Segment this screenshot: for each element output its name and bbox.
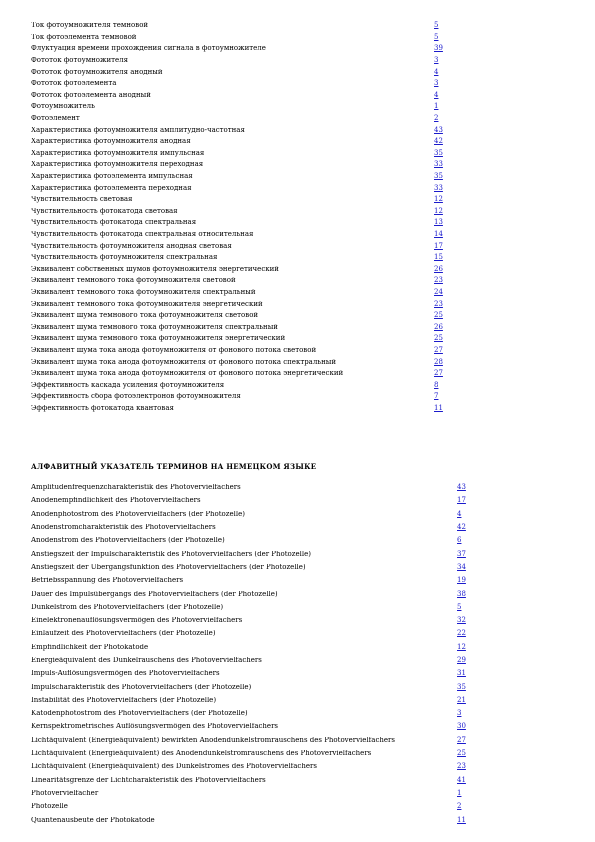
page-number-link[interactable]: 15 — [434, 253, 443, 262]
index-row — [31, 240, 451, 252]
index-term: Фотоумножитель — [31, 103, 95, 111]
index-term: Anodenphotostrom des Photovervielfachers (der Photozelle) — [31, 510, 245, 518]
index-row — [31, 217, 451, 229]
page-number-link[interactable]: 11 — [457, 815, 466, 824]
index-row — [31, 521, 471, 534]
index-term: Эффективность сбора фотоэлектронов фотоумножителя — [31, 393, 241, 401]
index-term: Anodenstrom des Photovervielfachers (der Photozelle) — [31, 537, 225, 545]
index-row — [31, 182, 451, 194]
page-number-link[interactable]: 31 — [457, 669, 466, 678]
index-term: Dunkelstrom des Photovervielfachers (der Photozelle) — [31, 603, 224, 611]
page-number-link[interactable]: 43 — [457, 483, 466, 492]
index-term: Фототок фотоэлемента — [31, 80, 117, 88]
index-term: Impuls-Auflösungsvermögen des Photovervielfachers — [31, 670, 220, 678]
page-number-link[interactable]: 27 — [434, 369, 443, 378]
index-row — [31, 707, 471, 720]
index-term: Эквивалент темнового тока фотоумножителя энергетический — [31, 300, 263, 308]
index-term: Kernspektrometrisches Auflösungsvermögen des Photovervielfachers — [31, 723, 279, 731]
index-term: Anodenempfindlichkeit des Photovervielfachers — [31, 497, 201, 505]
page-number-link[interactable]: 13 — [434, 218, 443, 227]
page-number-link[interactable]: 27 — [457, 735, 466, 744]
page-number-link[interactable]: 38 — [457, 589, 466, 598]
index-term: Чувствительность фотокатода спектральная — [31, 219, 197, 227]
page-number-link[interactable]: 22 — [457, 629, 466, 638]
index-row — [31, 694, 471, 707]
german-term-index — [31, 481, 471, 827]
index-row — [31, 747, 471, 760]
index-term: Эффективность фотокатода квантовая — [31, 404, 174, 412]
index-term: Эквивалент темнового тока фотоумножителя спектральный — [31, 288, 256, 296]
page-number-link[interactable]: 42 — [434, 137, 443, 146]
index-term: Чувствительность фотокатода спектральная относительная — [31, 230, 254, 238]
page-number-link[interactable]: 23 — [457, 762, 466, 771]
page-number-link[interactable]: 17 — [457, 496, 466, 505]
index-row — [31, 800, 471, 813]
page-number-link[interactable]: 23 — [434, 276, 443, 285]
index-row — [31, 654, 471, 667]
index-term: Anodenstromcharakteristik des Photovervielfachers — [31, 524, 216, 532]
index-row — [31, 508, 471, 521]
page-number-link[interactable]: 17 — [434, 241, 443, 250]
page-number-link[interactable]: 19 — [457, 576, 466, 585]
index-term: Empfindlichkeit der Photokatode — [31, 643, 149, 651]
index-row — [31, 368, 451, 380]
index-row — [31, 356, 451, 368]
index-row — [31, 391, 451, 403]
index-term: Amplitudenfrequenzcharakteristik des Photovervielfachers — [31, 484, 241, 492]
index-term: Флуктуация времени прохождения сигнала в фотоумножителе — [31, 45, 266, 53]
page-number-link[interactable]: 1 — [457, 788, 462, 797]
index-row — [31, 171, 451, 183]
index-term: Quantenausbeute der Photokatode — [31, 816, 155, 824]
page-number-link[interactable]: 5 — [434, 32, 439, 41]
index-row — [31, 601, 471, 614]
index-term: Чувствительность фотокатода световая — [31, 207, 178, 215]
index-term: Характеристика фотоумножителя переходная — [31, 161, 204, 169]
index-row — [31, 774, 471, 787]
index-row — [31, 547, 471, 560]
index-row — [31, 641, 471, 654]
index-row — [31, 148, 451, 160]
index-term: Эквивалент темнового тока фотоумножителя световой — [31, 277, 236, 285]
page-number-link[interactable]: 1 — [434, 102, 439, 111]
index-row — [31, 275, 451, 287]
index-row — [31, 680, 471, 693]
index-row — [31, 252, 451, 264]
page-number-link[interactable]: 7 — [434, 392, 439, 401]
index-row — [31, 734, 471, 747]
index-row — [31, 159, 451, 171]
index-term: Эквивалент собственных шумов фотоумножителя энергетический — [31, 265, 279, 273]
index-term: Dauer des Impulsübergangs des Photovervielfachers (der Photozelle) — [31, 590, 278, 598]
index-row — [31, 136, 451, 148]
german-index-heading: АЛФАВИТНЫЙ УКАЗАТЕЛЬ ТЕРМИНОВ НА НЕМЕЦКОМ ЯЗЫКЕ — [31, 462, 317, 471]
index-term: Характеристика фотоумножителя импульсная — [31, 149, 205, 157]
index-row — [31, 760, 471, 773]
page-number-link[interactable]: 32 — [457, 616, 466, 625]
index-term: Эквивалент шума тока анода фотоумножителя от фонового потока световой — [31, 346, 317, 354]
page-number-link[interactable]: 33 — [434, 183, 443, 192]
index-term: Lichtäquivalent (Energieäquivalent) bewirkten Anodendunkelstromrauschens des Photovervielfachers — [31, 736, 395, 744]
page-number-link[interactable]: 37 — [457, 549, 466, 558]
index-row — [31, 78, 451, 90]
page-number-link[interactable]: 34 — [457, 562, 466, 571]
page-number-link[interactable]: 11 — [434, 403, 443, 412]
page-number-link[interactable]: 23 — [434, 299, 443, 308]
page-number-link[interactable]: 39 — [434, 44, 443, 53]
index-term: Betriebsspannung des Photovervielfachers — [31, 577, 184, 585]
index-row — [31, 481, 471, 494]
page-number-link[interactable]: 14 — [434, 229, 443, 238]
page-number-link[interactable]: 24 — [434, 287, 443, 296]
page-number-link[interactable]: 25 — [434, 334, 443, 343]
index-row — [31, 667, 471, 680]
index-row — [31, 101, 451, 113]
index-term: Эквивалент шума темнового тока фотоумножителя световой — [31, 312, 259, 320]
index-row — [31, 20, 451, 32]
page-number-link[interactable]: 25 — [434, 311, 443, 320]
index-row — [31, 587, 471, 600]
index-row — [31, 720, 471, 733]
page-number-link[interactable]: 6 — [457, 536, 462, 545]
index-row — [31, 66, 451, 78]
index-term: Чувствительность фотоумножителя анодная световая — [31, 242, 232, 250]
index-row — [31, 124, 451, 136]
page-number-link[interactable]: 26 — [434, 264, 443, 273]
index-term: Energieäquivalent des Dunkelrauschens des Photovervielfachers — [31, 657, 262, 664]
index-term: Характеристика фотоэлемента переходная — [31, 184, 192, 192]
index-row — [31, 310, 451, 322]
page-number-link[interactable]: 3 — [434, 79, 439, 88]
index-row — [31, 403, 451, 415]
index-term: Чувствительность световая — [31, 196, 133, 204]
page-number-link[interactable]: 4 — [434, 90, 439, 99]
page-number-link[interactable]: 4 — [434, 67, 439, 76]
index-row — [31, 229, 451, 241]
page-number-link[interactable]: 35 — [457, 682, 466, 691]
index-row — [31, 813, 471, 826]
index-row — [31, 263, 451, 275]
index-row — [31, 321, 451, 333]
index-row — [31, 287, 451, 299]
index-term: Lichtäquivalent (Energieäquivalent) des Anodendunkelstromrauschens des Photovervielfachers — [31, 750, 372, 758]
index-term: Эффективность каскада усиления фотоумножителя — [31, 381, 225, 389]
index-term: Фототок фотоумножителя анодный — [31, 68, 163, 76]
index-term: Эквивалент шума тока анода фотоумножителя от фонового потока энергетический — [31, 370, 344, 378]
page-number-link[interactable]: 3 — [434, 56, 439, 65]
index-term: Photovervielfacher — [31, 789, 99, 797]
index-row — [31, 206, 451, 218]
index-term: Einlaufzeit des Photovervielfachers (der Photozelle) — [31, 630, 216, 638]
page-number-link[interactable]: 5 — [434, 21, 439, 30]
page-number-link[interactable]: 28 — [434, 357, 443, 366]
page-number-link[interactable]: 35 — [434, 148, 443, 157]
page-number-link[interactable]: 8 — [434, 380, 439, 389]
page-number-link[interactable]: 12 — [434, 195, 443, 204]
page-number-link[interactable]: 4 — [457, 509, 462, 518]
index-term: Фототок фотоумножителя — [31, 57, 129, 65]
index-row — [31, 494, 471, 507]
index-row — [31, 561, 471, 574]
page-number-link[interactable]: 43 — [434, 125, 443, 134]
index-term: Instabilität des Photovervielfachers (der Photozelle) — [31, 696, 217, 704]
index-term: Ток фотоэлемента темновой — [31, 33, 137, 41]
index-term: Photozelle — [31, 803, 68, 811]
index-term: Einelektronenauflösungsvermögen des Photovervielfachers — [31, 617, 243, 625]
page-number-link[interactable]: 12 — [457, 642, 466, 651]
page-number-link[interactable]: 2 — [434, 114, 439, 123]
page-number-link[interactable]: 42 — [457, 523, 466, 532]
index-row — [31, 574, 471, 587]
index-row — [31, 534, 471, 547]
page-number-link[interactable]: 29 — [457, 656, 466, 664]
index-term: Katodenphotostrom des Photovervielfachers (der Photozelle) — [31, 710, 248, 718]
index-row — [31, 55, 451, 67]
index-term: Эквивалент шума темнового тока фотоумножителя энергетический — [31, 335, 286, 343]
page-number-link[interactable]: 25 — [457, 749, 466, 758]
index-term: Anstiegszeit der Impulscharakteristik des Photovervielfachers (der Photozelle) — [31, 550, 311, 558]
index-term: Impulscharakteristik des Photovervielfachers (der Photozelle) — [31, 683, 252, 691]
index-term: Характеристика фотоумножителя амплитудно-частотная — [31, 126, 245, 134]
page-number-link[interactable]: 21 — [457, 695, 466, 704]
page-number-link[interactable]: 3 — [457, 709, 462, 718]
index-row — [31, 614, 471, 627]
index-row — [31, 113, 451, 125]
index-term: Фотоэлемент — [31, 115, 80, 123]
page-number-link[interactable]: 2 — [457, 802, 462, 811]
page-number-link[interactable]: 12 — [434, 206, 443, 215]
index-row — [31, 298, 451, 310]
index-row — [31, 627, 471, 640]
index-row — [31, 43, 451, 55]
index-row — [31, 90, 451, 102]
index-row — [31, 345, 451, 357]
index-term: Anstiegszeit der Übergangsfunktion des Photovervielfachers (der Photozelle) — [31, 563, 306, 571]
index-term: Характеристика фотоумножителя анодная — [31, 138, 191, 146]
index-term: Характеристика фотоэлемента импульсная — [31, 173, 193, 181]
page-number-link[interactable]: 5 — [457, 602, 462, 611]
index-row — [31, 32, 451, 44]
index-term: Эквивалент шума тока анода фотоумножителя от фонового потока спектральный — [31, 358, 337, 366]
index-row — [31, 379, 451, 391]
page-number-link[interactable]: 35 — [434, 172, 443, 181]
index-term: Чувствительность фотоумножителя спектральная — [31, 254, 218, 262]
index-row — [31, 787, 471, 800]
index-term: Эквивалент шума темнового тока фотоумножителя спектральный — [31, 323, 278, 331]
index-term: Ток фотоумножителя темновой — [31, 22, 149, 30]
russian-term-index — [31, 20, 451, 414]
index-row — [31, 333, 451, 345]
index-term: Linearitätsgrenze der Lichtcharakteristik des Photovervielfachers — [31, 776, 266, 784]
page-number-link[interactable]: 30 — [457, 722, 466, 731]
index-row — [31, 194, 451, 206]
page-number-link[interactable]: 41 — [457, 775, 466, 784]
page-number-link[interactable]: 33 — [434, 160, 443, 169]
page-number-link[interactable]: 27 — [434, 345, 443, 354]
index-term: Lichtäquivalent (Energieäquivalent) des Dunkelstromes des Photovervielfachers — [31, 763, 317, 771]
page-number-link[interactable]: 26 — [434, 322, 443, 331]
index-term: Фототок фотоэлемента анодный — [31, 91, 151, 99]
